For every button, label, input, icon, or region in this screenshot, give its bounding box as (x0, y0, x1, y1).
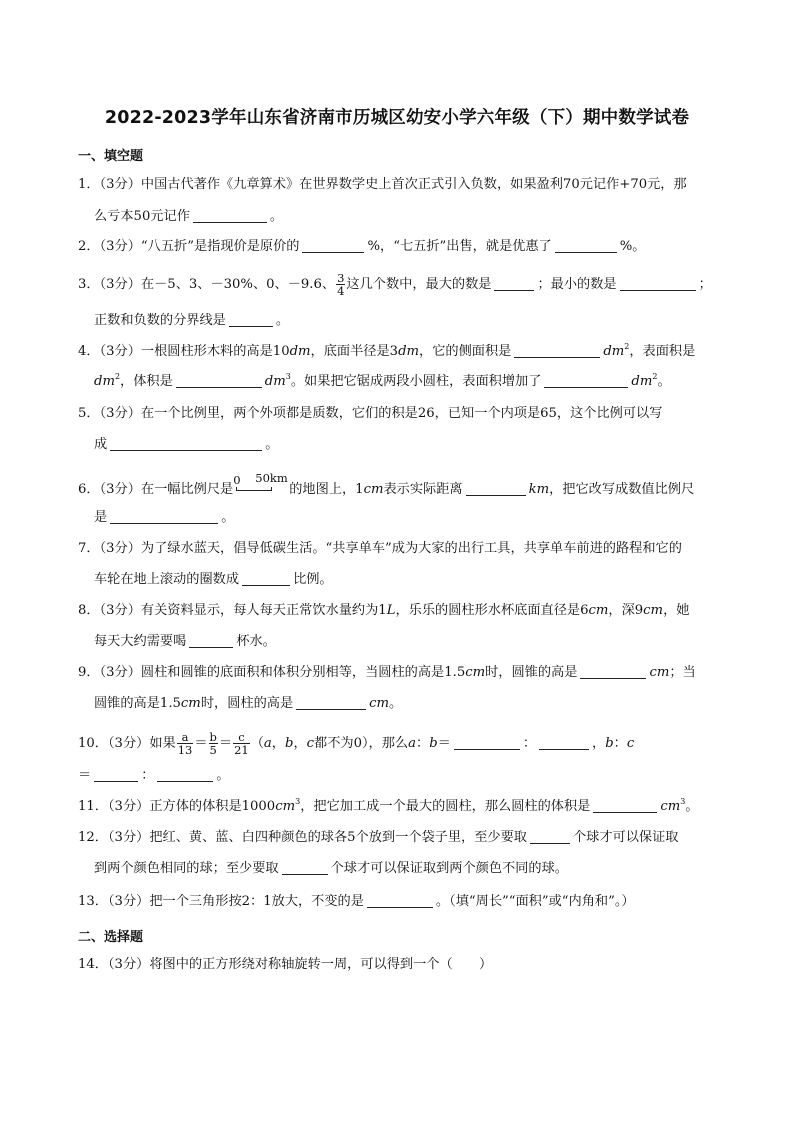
section-multiple-choice: 二、选择题 (78, 930, 144, 945)
question-11: 11．（3分）正方体的体积是$1000cm^3$，把它加工成一个最大的圆柱，那么圆柱的体积是 $cm^3$。 (78, 797, 699, 814)
question-10-line1: 10．（3分）如果 $\frac{a}{13}$ ＝ $\frac{b}{5}$ ＝ $\frac{c}{21}$ （a，b，c都不为0），那么a：b＝ ： ，b：c (78, 730, 635, 757)
answer-blank[interactable] (302, 238, 364, 253)
answer-blank[interactable] (110, 509, 218, 524)
section-fill-in: 一、填空题 (78, 149, 144, 164)
question-5-line1: 5．（3分）在一个比例里，两个外项都是质数，它们的积是26，已知一个内项是65，这个比例可以写 (78, 406, 663, 421)
exam-title: 2022-2023学年山东省济南市历城区幼安小学六年级（下）期中数学试卷 (104, 108, 690, 128)
question-6-line2: 是 。 (94, 510, 235, 525)
question-1-line1: 1．（3分）中国古代著作《九章算术》在世界数学史上首次正式引入负数，如果盈利70元记作+70元，那 (78, 177, 687, 192)
question-7-line1: 7．（3分）为了绿水蓝天，倡导低碳生活。“共享单车”成为大家的出行工具，共享单车前进的路程和它的 (78, 541, 682, 556)
answer-blank[interactable] (157, 767, 213, 782)
question-9-line2: 圆锥的高是1.5cm时，圆柱的高是 cm。 (94, 696, 403, 711)
fraction: $\frac{3}{4}$ (337, 271, 345, 298)
answer-blank[interactable] (555, 238, 617, 253)
answer-blank[interactable] (580, 664, 646, 679)
answer-blank[interactable] (367, 893, 433, 908)
fraction: $\frac{c}{21}$ (234, 730, 249, 757)
answer-blank[interactable] (466, 481, 526, 496)
answer-blank[interactable] (296, 695, 366, 710)
question-3-line2: 正数和负数的分界线是 。 (94, 313, 290, 328)
line-scale-bar: 0 50km (233, 475, 289, 497)
question-8-line2: 每天大约需要喝 杯水。 (94, 634, 276, 649)
answer-blank[interactable] (544, 373, 628, 388)
answer-blank[interactable] (494, 276, 534, 291)
answer-blank[interactable] (620, 276, 696, 291)
question-7-line2: 车轮在地上滚动的圈数成 比例。 (94, 572, 333, 587)
fraction: $\frac{b}{5}$ (209, 730, 217, 757)
question-4-line1: 4．（3分）一根圆柱形木料的高是10dm，底面半径是3dm，它的侧面积是 $dm^2$，表面积是 (78, 342, 696, 359)
answer-blank[interactable] (242, 571, 290, 586)
question-3-line1: 3．（3分）在－5、3、－30%、0、－9.6、 $\frac{3}{4}$ 这几个数中，最大的数是 ；最小的数是 ； (78, 271, 712, 298)
question-5-line2: 成 。 (94, 437, 279, 452)
question-2: 2．（3分）“八五折”是指现价是原价的 %，“七五折”出售，就是优惠了 %。 (78, 239, 646, 254)
answer-blank[interactable] (94, 767, 138, 782)
question-6-line1: 6．（3分）在一幅比例尺是 0 50km 的地图上，1cm表示实际距离 km，把它改写成数值比例尺 (78, 471, 695, 497)
fraction: $\frac{a}{13}$ (177, 730, 193, 757)
question-12-line2: 到两个颜色相同的球；至少要取 个球才可以保证取到两个颜色不同的球。 (94, 861, 568, 876)
answer-blank[interactable] (282, 860, 328, 875)
answer-blank[interactable] (176, 373, 262, 388)
answer-blank[interactable] (454, 735, 520, 750)
answer-blank[interactable] (593, 798, 657, 813)
question-9-line1: 9．（3分）圆柱和圆锥的底面积和体积分别相等，当圆柱的高是1.5cm时，圆锥的高是 cm；当 (78, 665, 696, 680)
answer-blank[interactable] (189, 633, 233, 648)
answer-blank[interactable] (110, 436, 262, 451)
question-8-line1: 8．（3分）有关资料显示，每人每天正常饮水量约为1L，乐乐的圆柱形水杯底面直径是6cm，深9cm，她 (78, 603, 690, 618)
question-4-line2: $dm^2$，体积是 $dm^3$。如果把它锯成两段小圆柱，表面积增加了 $dm^2$。 (94, 372, 671, 389)
answer-blank[interactable] (229, 312, 273, 327)
question-10-line2: ＝ ： 。 (78, 768, 230, 783)
answer-blank[interactable] (193, 208, 267, 223)
question-14: 14．（3分）将图中的正方形绕对称轴旋转一周，可以得到一个（ ） (78, 957, 493, 972)
answer-blank[interactable] (514, 343, 600, 358)
question-12-line1: 12．（3分）把红、黄、蓝、白四种颜色的球各5个放到一个袋子里，至少要取 个球才可以保证取 (78, 830, 679, 845)
answer-blank[interactable] (530, 829, 570, 844)
answer-blank[interactable] (539, 735, 589, 750)
question-13: 13．（3分）把一个三角形按2：1放大，不变的是 。（填“周长”“面积”或“内角和”。） (78, 894, 635, 909)
question-1-line2: 么亏本50元记作 。 (94, 209, 284, 224)
